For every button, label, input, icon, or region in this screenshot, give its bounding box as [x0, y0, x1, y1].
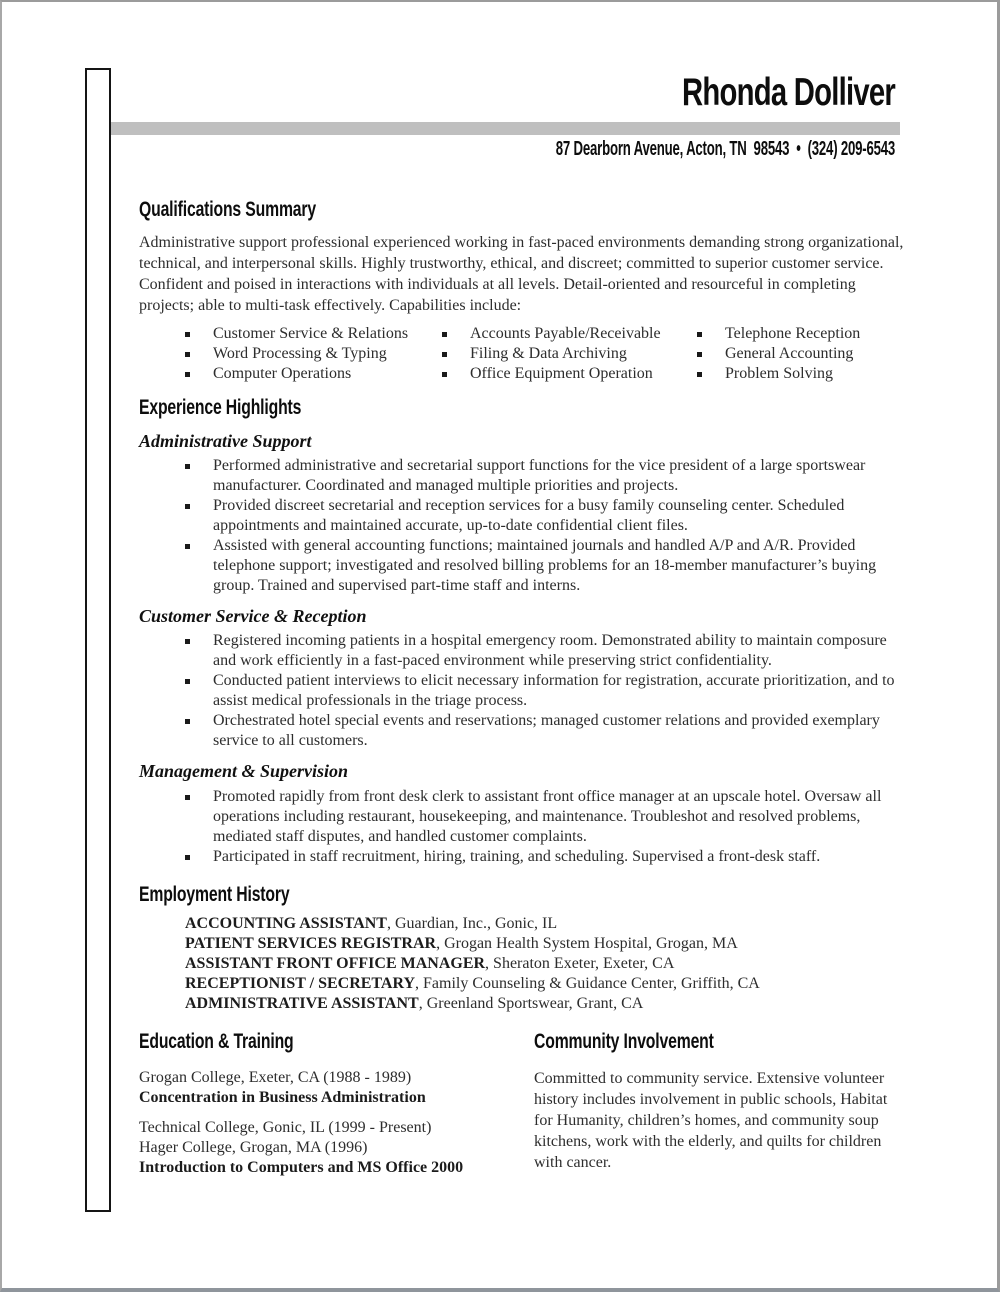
bullet-item: [185, 631, 901, 671]
experience-group-heading: Customer Service & Reception: [139, 606, 367, 626]
bullet-item: [185, 671, 901, 711]
square-bullet-icon: [185, 544, 190, 549]
education-content: [139, 1068, 509, 1188]
job-title: RECEPTIONIST / SECRETARY: [185, 975, 416, 992]
capability-label: Office Equipment Operation: [470, 365, 653, 382]
experience-bullets-management: [185, 787, 901, 867]
capability-label: Customer Service & Relations: [213, 325, 409, 342]
section-experience-heading: [139, 396, 355, 420]
community-text: Committed to community service. Extensive volunteer history includes involvement in public schools, Habitat for Humanity, children’s homes, and community soup kitchens, work with the elderly, and quilts for children with cancer.: [534, 1070, 888, 1171]
contact-text: 87 Dearborn Avenue, Acton, TN 98543 • (324) 209-6543: [555, 138, 895, 160]
person-name: Rhonda Dolliver: [681, 71, 895, 114]
job-details: , Guardian, Inc., Gonic, IL: [386, 915, 558, 932]
section-qualifications-heading: [139, 198, 375, 222]
capability-item: [697, 364, 901, 384]
bullet-item: [185, 456, 901, 496]
job-title: ADMINISTRATIVE ASSISTANT: [185, 995, 419, 1012]
square-bullet-icon: [185, 352, 190, 357]
square-bullet-icon: [185, 372, 190, 377]
section-community-heading: [534, 1030, 774, 1054]
square-bullet-icon: [697, 352, 702, 357]
square-bullet-icon: [185, 795, 190, 800]
capabilities-col-2: [442, 324, 697, 384]
bullet-text: Registered incoming patients in a hospital emergency room. Demonstrated ability to maintain composure and work efficiently in a fast-paced environment while preserving strict confidentiality.: [213, 632, 887, 669]
employment-list: [185, 914, 760, 1014]
square-bullet-icon: [185, 719, 190, 724]
section-employment-heading: [139, 883, 340, 907]
capability-item: [697, 344, 901, 364]
capability-label: Computer Operations: [213, 365, 352, 382]
section-title: Experience Highlights: [139, 396, 302, 419]
left-accent-bar: [85, 68, 111, 1212]
square-bullet-icon: [185, 504, 190, 509]
bullet-text: Promoted rapidly from front desk clerk to assistant front office manager at an upscale hotel. Oversaw all operations including restaurant, housekeeping, and maintenance. Troubleshot and resolved problems, mediated staff disputes, and handled customer complaints.: [213, 788, 882, 845]
job-details: , Family Counseling & Guidance Center, Griffith, CA: [415, 975, 760, 992]
capability-item: [697, 324, 901, 344]
bullet-text: Conducted patient interviews to elicit necessary information for registration, accurate prioritization, and to assist medical professionals in the triage process.: [213, 672, 895, 709]
bullet-text: Assisted with general accounting functions; maintained journals and handled A/P and A/R. Provided telephone support; investigated and resolved billing problems for an 18-member manufacturer’s buying group. Trained and supervised part-time staff and interns.: [213, 537, 877, 594]
capability-item: [185, 344, 442, 364]
job-row: [185, 974, 760, 994]
job-details: , Grogan Health System Hospital, Grogan, MA: [436, 935, 738, 952]
section-title: Employment History: [139, 883, 290, 906]
square-bullet-icon: [442, 352, 447, 357]
section-education-heading: [139, 1030, 345, 1054]
job-details: , Greenland Sportswear, Grant, CA: [418, 995, 644, 1012]
capability-label: Problem Solving: [725, 365, 834, 382]
capability-label: General Accounting: [725, 345, 854, 362]
square-bullet-icon: [697, 332, 702, 337]
section-title: Community Involvement: [534, 1030, 714, 1053]
capability-label: Word Processing & Typing: [213, 345, 387, 362]
job-title: PATIENT SERVICES REGISTRAR: [185, 935, 437, 952]
education-line: Technical College, Gonic, IL (1999 - Present): [139, 1119, 432, 1136]
bullet-item: [185, 711, 901, 751]
bullet-item: [185, 787, 901, 847]
education-group: [139, 1068, 509, 1108]
bullet-text: Participated in staff recruitment, hiring, training, and scheduling. Supervised a front-desk staff.: [213, 848, 821, 865]
capabilities-grid: [185, 324, 901, 384]
education-line-emphasis: Introduction to Computers and MS Office 2000: [139, 1159, 464, 1176]
capability-item: [442, 364, 697, 384]
capability-item: [442, 324, 697, 344]
capabilities-col-1: [185, 324, 442, 384]
bullet-text: Orchestrated hotel special events and reservations; managed customer relations and provided exemplary service to all customers.: [213, 712, 880, 749]
square-bullet-icon: [697, 372, 702, 377]
capability-item: [185, 364, 442, 384]
square-bullet-icon: [185, 639, 190, 644]
experience-bullets-administrative: [185, 456, 901, 596]
capability-label: Accounts Payable/Receivable: [470, 325, 661, 342]
education-line: Hager College, Grogan, MA (1996): [139, 1139, 368, 1156]
education-group: [139, 1118, 509, 1178]
square-bullet-icon: [185, 464, 190, 469]
bullet-item: [185, 496, 901, 536]
job-title: ASSISTANT FRONT OFFICE MANAGER: [185, 955, 486, 972]
job-details: , Sheraton Exeter, Exeter, CA: [485, 955, 675, 972]
experience-bullets-customer-service: [185, 631, 901, 751]
education-line-emphasis: Concentration in Business Administration: [139, 1089, 426, 1106]
capability-item: [185, 324, 442, 344]
job-row: [185, 954, 760, 974]
experience-group-heading: Administrative Support: [139, 431, 312, 451]
capabilities-col-3: [697, 324, 901, 384]
square-bullet-icon: [442, 372, 447, 377]
bullet-text: Performed administrative and secretarial support functions for the vice president of a large sportswear manufacturer. Coordinated and managed multiple priorities and projects.: [213, 457, 866, 494]
square-bullet-icon: [185, 332, 190, 337]
header: [611, 71, 895, 115]
section-title: Education & Training: [139, 1030, 294, 1053]
capability-item: [442, 344, 697, 364]
qualifications-summary: Administrative support professional experienced working in fast-paced environments demanding strong organizational, technical, and interpersonal skills. Highly trustworthy, ethical, and discreet; committed to superior customer service. Confident and poised in interactions with individuals at all levels. Detail-oriented and resourceful in completing projects; able to multi-task effectively. Capabilities include:: [139, 234, 904, 314]
bullet-text: Provided discreet secretarial and reception services for a busy family counseling center. Scheduled appointments and maintained accurate, up-to-date confidential client files.: [213, 497, 845, 534]
contact-line: [381, 138, 895, 161]
job-row: [185, 994, 760, 1014]
bullet-item: [185, 536, 901, 596]
job-row: [185, 914, 760, 934]
header-rule: [111, 122, 900, 135]
job-title: ACCOUNTING ASSISTANT: [185, 915, 387, 932]
square-bullet-icon: [185, 679, 190, 684]
square-bullet-icon: [442, 332, 447, 337]
capability-label: Filing & Data Archiving: [470, 345, 627, 362]
education-line: Grogan College, Exeter, CA (1988 - 1989): [139, 1069, 412, 1086]
section-title: Qualifications Summary: [139, 198, 317, 221]
capability-label: Telephone Reception: [725, 325, 861, 342]
job-row: [185, 934, 760, 954]
experience-group-heading: Management & Supervision: [139, 761, 349, 781]
square-bullet-icon: [185, 855, 190, 860]
bullet-item: [185, 847, 901, 867]
